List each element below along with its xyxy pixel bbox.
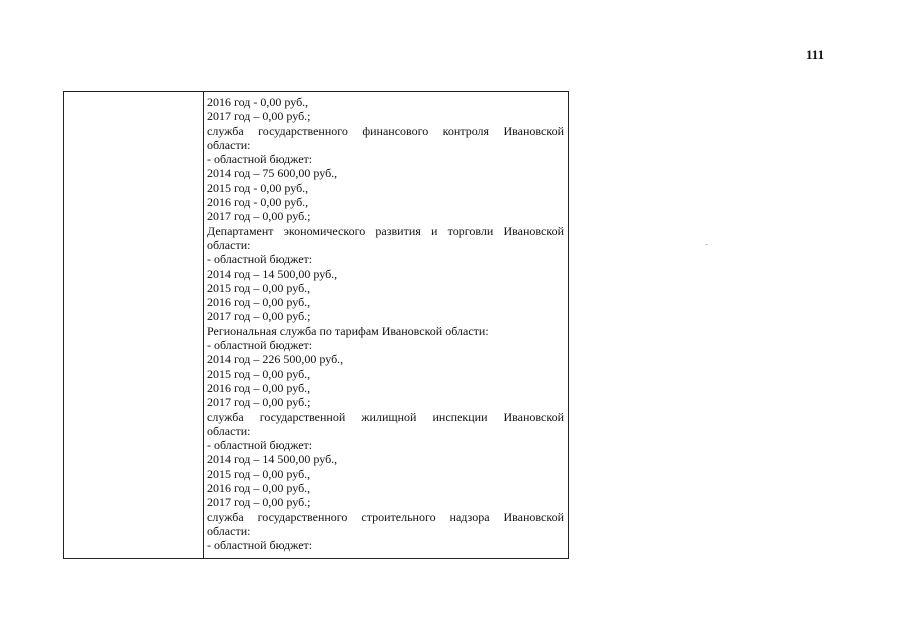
text-line: 2016 год – 0,00 руб., — [207, 380, 311, 395]
text-line: области: — [207, 423, 251, 438]
text-line: 2015 год - 0,00 руб., — [207, 180, 309, 195]
text-line: 2016 год – 0,00 руб., — [207, 481, 311, 496]
table-cell-left — [64, 92, 204, 559]
table-cell-right — [204, 92, 569, 559]
text-line: 2014 год – 226 500,00 руб., — [207, 352, 344, 367]
text-line: 2017 год – 0,00 руб.; — [207, 309, 311, 324]
budget-table — [63, 91, 569, 559]
text-line: области: — [207, 137, 251, 152]
text-line: 2014 год – 14 500,00 руб., — [207, 266, 338, 281]
text-line: 2015 год – 0,00 руб., — [207, 366, 311, 381]
text-line: - областной бюджет: — [207, 152, 313, 167]
table-row — [64, 92, 569, 559]
text-line: - областной бюджет: — [207, 338, 313, 353]
text-line: 2017 год – 0,00 руб.; — [207, 209, 311, 224]
text-line: Региональная служба по тарифам Ивановской области: — [207, 323, 489, 338]
text-line: 2017 год – 0,00 руб.; — [207, 395, 311, 410]
text-line: 2017 год – 0,00 руб.; — [207, 495, 311, 510]
text-line: 2015 год – 0,00 руб., — [207, 466, 311, 481]
page-number: 111 — [806, 47, 825, 62]
text-line: служба государственного финансового контроля Ивановской — [207, 123, 564, 138]
text-line: 2016 год - 0,00 руб., — [207, 195, 309, 210]
text-line: 2016 год – 0,00 руб., — [207, 295, 311, 310]
text-line: 2016 год - 0,00 руб., — [207, 95, 309, 109]
text-line: Департамент экономического развития и торговли Ивановской — [207, 223, 564, 238]
text-line: 2014 год – 14 500,00 руб., — [207, 452, 338, 467]
text-line: области: — [207, 523, 251, 538]
text-line: 2014 год – 75 600,00 руб., — [207, 166, 338, 181]
text-line: 2015 год – 0,00 руб., — [207, 280, 311, 295]
text-line: 2017 год – 0,00 руб.; — [207, 109, 311, 124]
text-line: - областной бюджет: — [207, 538, 313, 553]
text-line: области: — [207, 237, 251, 252]
funding-lines — [207, 95, 564, 553]
text-line: - областной бюджет: — [207, 438, 313, 453]
text-line: служба государственной жилищной инспекции Ивановской — [207, 409, 564, 424]
text-line: - областной бюджет: — [207, 252, 313, 267]
text-line: служба государственного строительного надзора Ивановской — [207, 509, 564, 524]
scan-speck — [705, 244, 708, 245]
